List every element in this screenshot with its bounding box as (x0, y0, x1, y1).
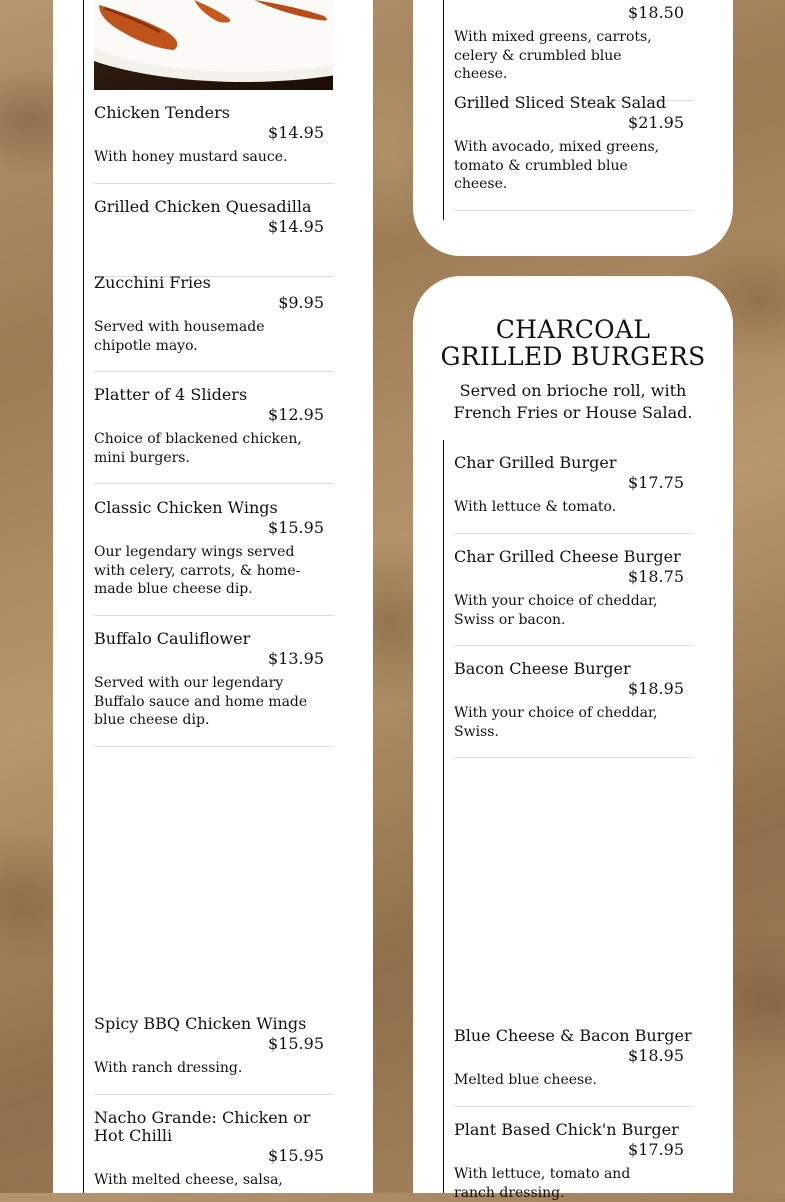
item-divider (94, 746, 334, 747)
item-price: $12.95 (268, 405, 324, 424)
salads-vertical-rule (443, 0, 444, 220)
menu-item (94, 386, 334, 484)
item-name: Nacho Grande: Chicken or Hot Chilli (94, 1108, 311, 1145)
menu-item (94, 198, 334, 277)
item-description: With ranch dressing. (94, 1060, 243, 1076)
item-name: Buffalo Cauliflower (94, 629, 251, 648)
item-divider (94, 183, 334, 184)
section-subtitle: Served on brioche roll, with French Fries or House Salad. (453, 381, 693, 422)
menu-item (94, 630, 334, 747)
menu-item (94, 104, 334, 184)
item-description: Our legendary wings served with celery, carrots, & home-made blue cheese dip. (94, 544, 301, 597)
item-name: Classic Chicken Wings (94, 498, 278, 517)
item-name: Zucchini Fries (94, 273, 211, 292)
item-description: With your choice of cheddar, Swiss. (454, 705, 658, 740)
item-divider (454, 210, 694, 211)
item-divider (94, 1094, 334, 1095)
item-description: With melted cheese, salsa, (94, 1172, 283, 1188)
item-price: $18.75 (628, 567, 684, 586)
item-divider (454, 645, 694, 646)
item-price: $21.95 (628, 113, 684, 132)
item-divider (94, 483, 334, 484)
menu-item (94, 274, 334, 372)
item-name: Spicy BBQ Chicken Wings (94, 1014, 307, 1033)
menu-item (454, 454, 694, 534)
item-price: $18.50 (628, 3, 684, 22)
item-description: With lettuce, tomato and ranch dressing. (454, 1166, 631, 1201)
item-name: Grilled Chicken Quesadilla (94, 197, 312, 216)
item-name: Char Grilled Cheese Burger (454, 547, 681, 566)
item-price: $17.95 (628, 1140, 684, 1159)
item-divider (94, 615, 334, 616)
item-name: Platter of 4 Sliders (94, 385, 248, 404)
menu-item (454, 1121, 694, 1202)
item-name: Blue Cheese & Bacon Burger (454, 1026, 692, 1045)
item-description: Served with our legendary Buffalo sauce and home made blue cheese dip. (94, 675, 308, 728)
item-price: $14.95 (268, 123, 324, 142)
item-divider (454, 757, 694, 758)
item-price: $18.95 (628, 1046, 684, 1065)
item-description: Choice of blackened chicken, mini burgers. (94, 431, 302, 466)
menu-item (454, 660, 694, 758)
item-divider (454, 1106, 694, 1107)
chicken-tenders-photo (94, 0, 333, 90)
menu-item (454, 1027, 694, 1107)
item-name: Char Grilled Burger (454, 453, 617, 472)
item-price: $18.95 (628, 679, 684, 698)
item-price: $15.95 (268, 1034, 324, 1053)
item-description (94, 242, 314, 260)
item-price: $9.95 (278, 293, 324, 312)
item-price: $15.95 (268, 518, 324, 537)
item-price: $13.95 (268, 649, 324, 668)
menu-item (454, 548, 694, 646)
menu-item (94, 1109, 334, 1190)
item-description: With avocado, mixed greens, tomato & crumbled blue cheese. (454, 139, 660, 192)
left-vertical-rule (83, 0, 84, 1193)
item-price: $17.75 (628, 473, 684, 492)
item-name: Bacon Cheese Burger (454, 659, 631, 678)
item-name: Chicken Tenders (94, 103, 230, 122)
menu-item (454, 94, 694, 211)
item-description: With your choice of cheddar, Swiss or bacon. (454, 593, 658, 628)
section-title: CHARCOAL GRILLED BURGERS (440, 315, 706, 371)
item-name: Plant Based Chick'n Burger (454, 1120, 679, 1139)
item-price: $15.95 (268, 1146, 324, 1165)
item-description: With honey mustard sauce. (94, 149, 288, 165)
item-description: With lettuce & tomato. (454, 499, 617, 515)
item-description: Melted blue cheese. (454, 1072, 597, 1088)
item-divider (454, 533, 694, 534)
item-description: With mixed greens, carrots, celery & crumbled blue cheese. (454, 29, 652, 82)
item-name: Grilled Sliced Steak Salad (454, 93, 667, 112)
menu-item (454, 2, 694, 101)
item-price: $14.95 (268, 217, 324, 236)
item-divider (94, 371, 334, 372)
menu-item (94, 499, 334, 616)
menu-item (94, 1015, 334, 1095)
burgers-vertical-rule (443, 440, 444, 1193)
item-description: Served with housemade chipotle mayo. (94, 319, 265, 354)
